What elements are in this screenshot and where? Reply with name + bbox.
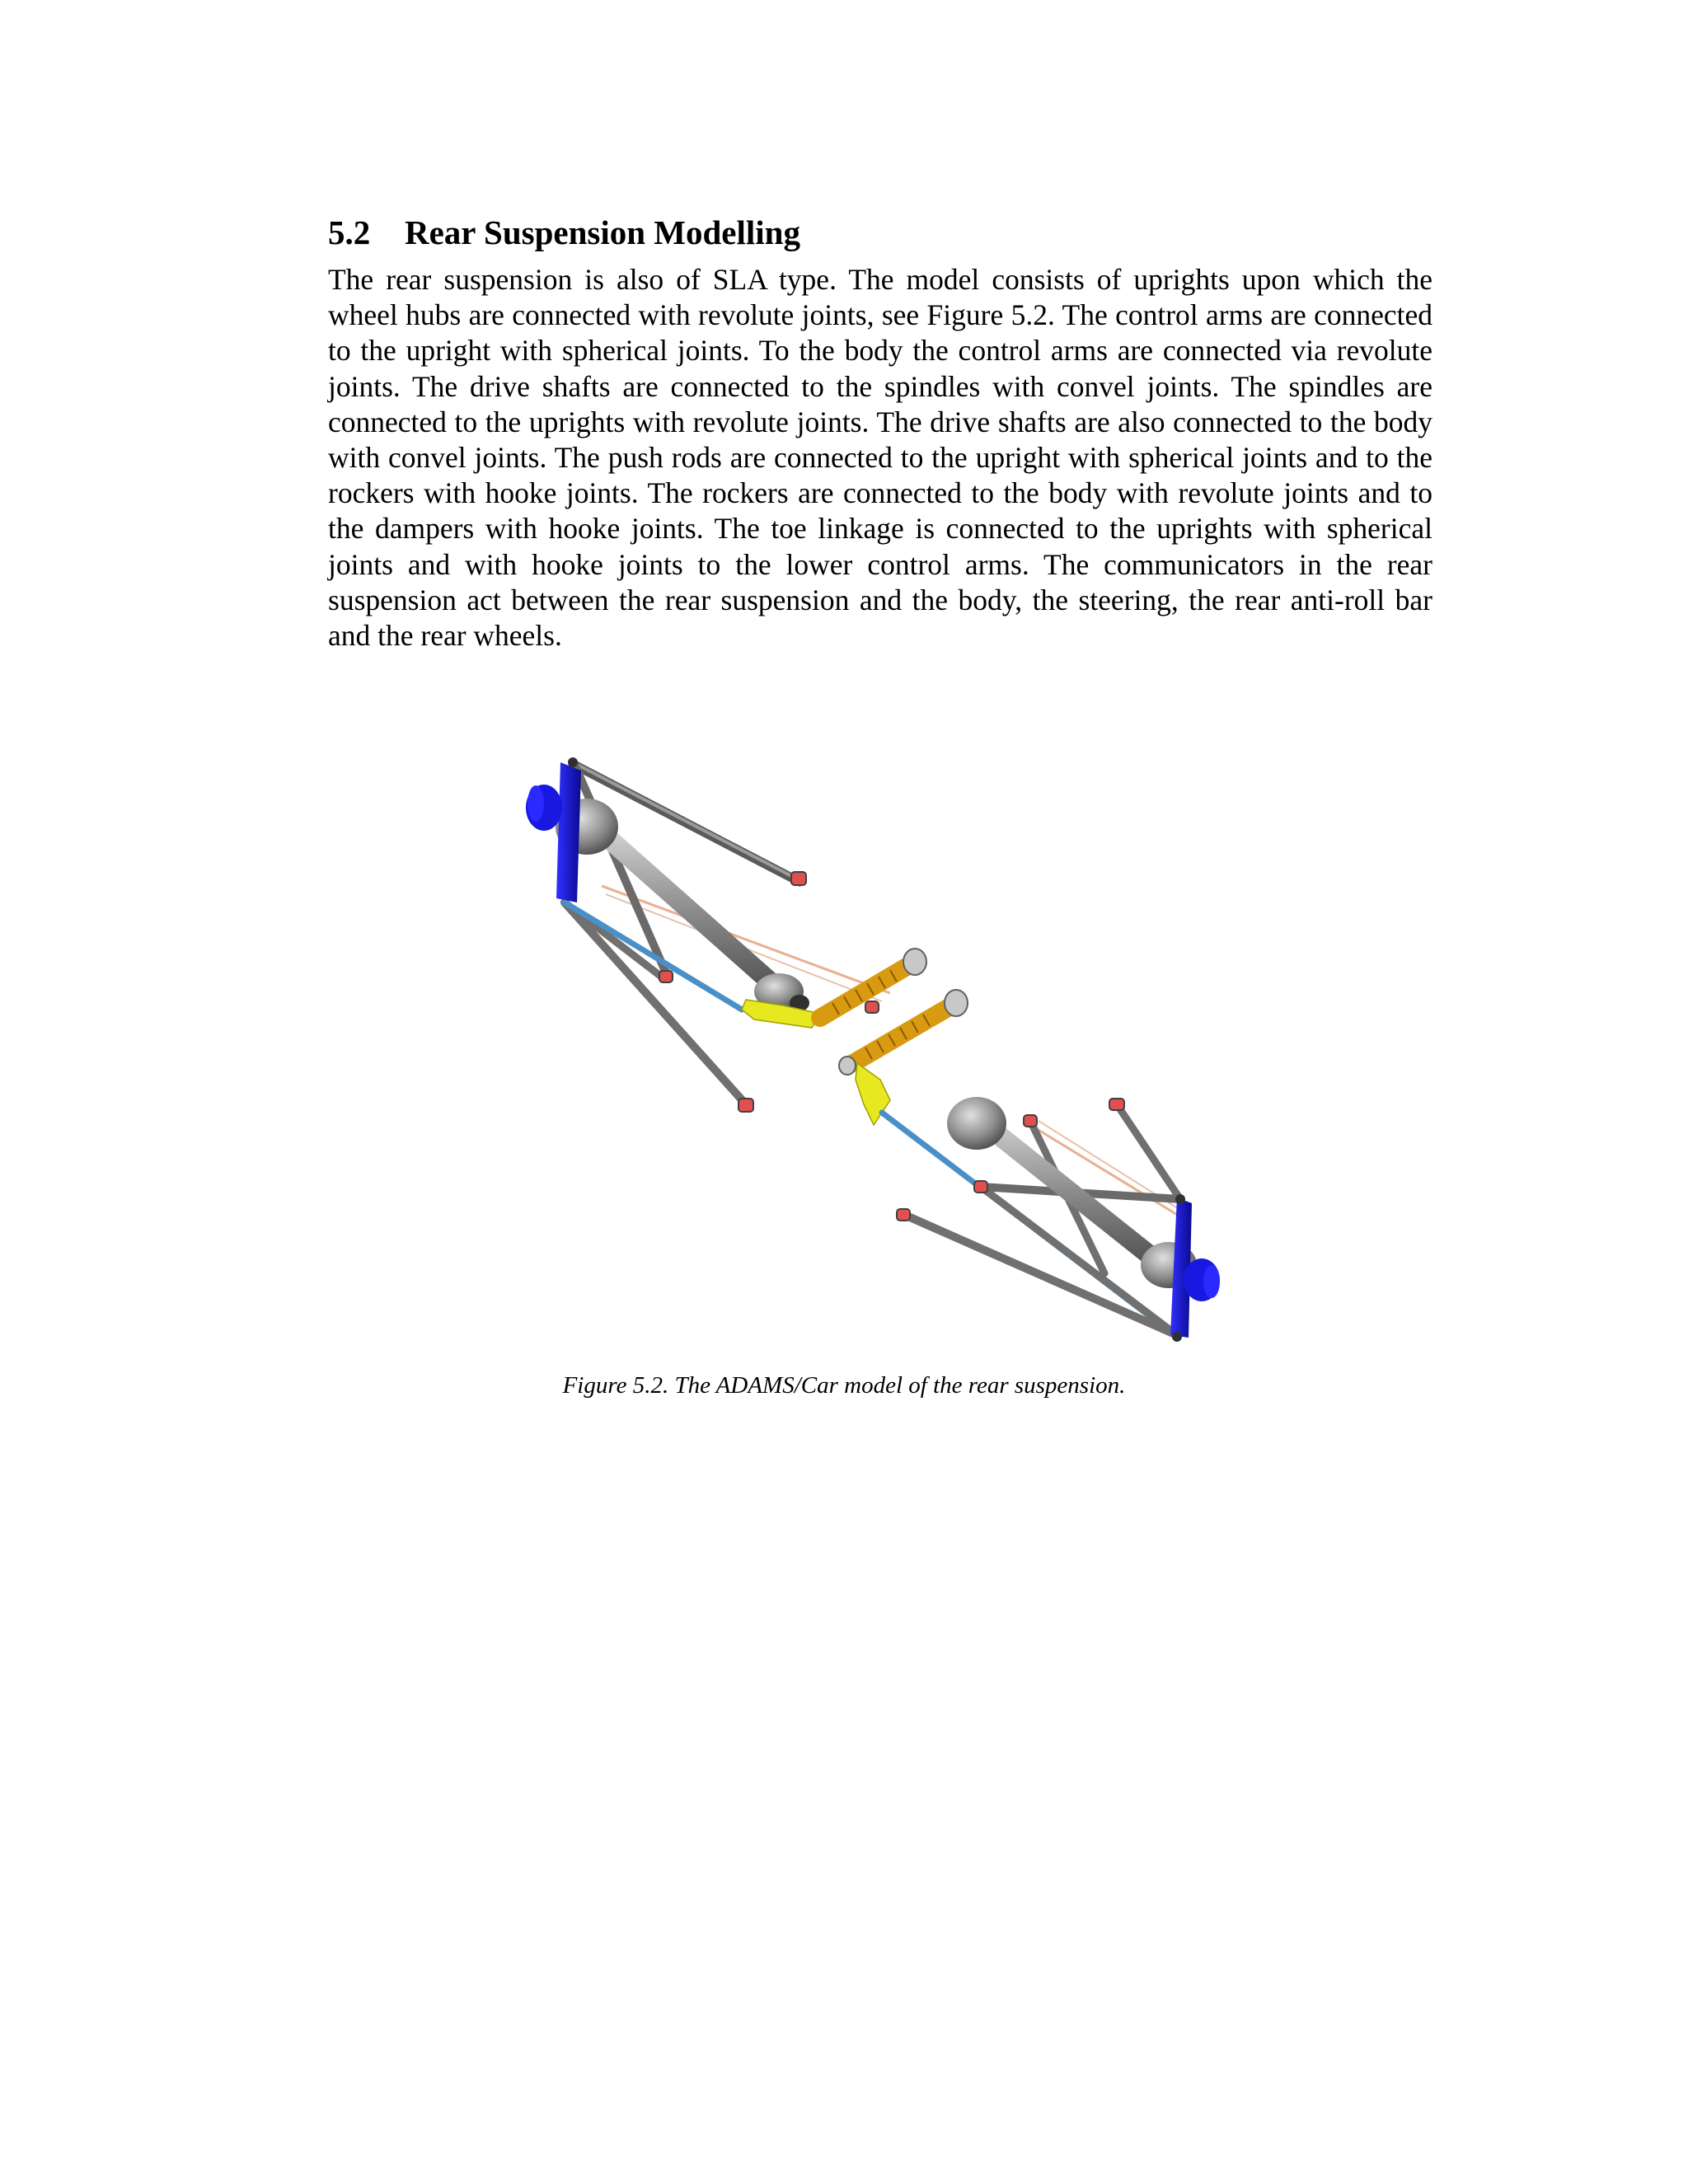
figure-caption: Figure 5.2. The ADAMS/Car model of the rear suspension. bbox=[562, 1372, 1126, 1399]
left-suspension-assembly bbox=[526, 757, 890, 1112]
section-title: Rear Suspension Modelling bbox=[405, 213, 800, 251]
suspension-model-image bbox=[511, 738, 1236, 1356]
right-suspension-assembly bbox=[856, 1063, 1220, 1342]
dampers bbox=[820, 949, 968, 1075]
section-number: 5.2 bbox=[328, 213, 371, 251]
body-paragraph: The rear suspension is also of SLA type. The model consists of uprights upon which the wheel hubs are connected with revolute joints, see Figure 5.2. The control arms are connected to the upright with spherical joints. To the body the control arms are connected via revolute joints. The drive shafts are connected to the spindles with convel joints. The spindles are connected to the uprights with revolute joints. The drive shafts are also connected to the body with convel joints. The push rods are connected to the upright with spherical joints and to the rockers with hooke joints. The rockers are connected to the body with revolute joints and to the dampers with hooke joints. The toe linkage is connected to the uprights with spherical joints and with hooke joints to the lower control arms. The communicators in the rear suspension act between the rear suspension and the body, the steering, the rear anti-roll bar and the rear wheels. bbox=[328, 263, 1432, 653]
suspension-figure bbox=[511, 738, 1236, 1356]
section-heading bbox=[328, 213, 800, 252]
